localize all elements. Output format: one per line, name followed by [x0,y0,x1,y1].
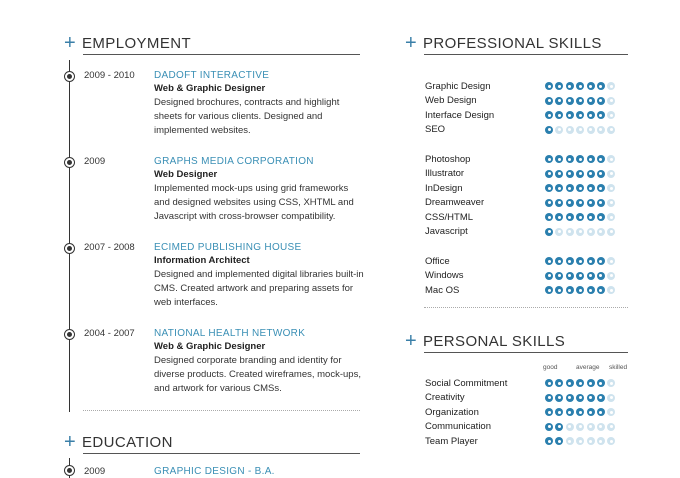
rating-dot-filled [597,170,605,178]
employment-company: GRAPHS MEDIA CORPORATION [154,156,314,167]
rating-dot-filled [587,184,595,192]
rating-dot-filled [555,394,563,402]
rating-dot-filled [566,408,574,416]
rating-dot-empty [607,97,615,105]
rating-dot-empty [566,423,574,431]
rating-dot-filled [576,394,584,402]
skill-label: Illustrator [425,168,465,180]
scale-average: average [576,364,600,371]
professional-skills-header [405,33,602,53]
skill-label: Creativity [425,392,465,404]
rating-dot-filled [597,408,605,416]
rating-dot-empty [607,213,615,221]
rating-dot-filled [597,213,605,221]
personal-skills-list [425,376,615,449]
rating-dot-empty [566,228,574,236]
rating-dot-empty [576,437,584,445]
employment-description: Designed brochures, contracts and highlight sheets for various clients. Designed and implemented websites. [154,97,340,136]
rating-dot-filled [545,213,553,221]
rating-dot-filled [587,82,595,90]
skill-rating [545,286,615,294]
skill-rating [545,126,615,134]
employment-entry [154,156,364,224]
rating-dot-filled [555,111,563,119]
rating-dot-filled [555,82,563,90]
rating-dot-filled [587,170,595,178]
skill-group [425,152,615,239]
rating-dot-filled [545,170,553,178]
rating-dot-filled [576,213,584,221]
employment-entry [154,242,364,310]
education-header [64,432,173,452]
rating-dot-filled [576,408,584,416]
rating-dot-filled [587,379,595,387]
rating-dot-filled [566,272,574,280]
employment-entry [154,70,364,138]
rating-dot-empty [587,228,595,236]
employment-description: Designed corporate branding and identity for diverse products. Created wireframes, mock-ups, and artwork for various CMSs. [154,355,361,394]
rating-dot-filled [566,286,574,294]
rating-dot-filled [555,437,563,445]
employment-date: 2009 [84,156,106,167]
rating-dot-filled [587,408,595,416]
rating-dot-filled [587,394,595,402]
timeline-bullet [65,330,74,339]
personal-skills-header [405,331,565,351]
skill-group [425,79,615,137]
rating-dot-empty [587,437,595,445]
employment-company: NATIONAL HEALTH NETWORK [154,328,306,339]
rating-dot-filled [555,170,563,178]
rating-dot-filled [545,97,553,105]
skill-row [425,79,615,94]
rating-dot-filled [545,228,553,236]
rating-dot-filled [545,126,553,134]
education-title: EDUCATION [82,433,173,451]
rating-dot-filled [576,155,584,163]
rating-dot-filled [545,184,553,192]
rating-dot-filled [576,379,584,387]
rating-dot-empty [587,423,595,431]
skill-label: Organization [425,406,479,418]
employment-company: ECIMED PUBLISHING HOUSE [154,242,302,253]
employment-role: Information Architect [154,255,250,266]
rating-dot-filled [566,170,574,178]
rating-dot-filled [566,97,574,105]
rating-dot-filled [566,394,574,402]
rating-dot-empty [607,437,615,445]
rating-dot-filled [555,423,563,431]
skill-row [425,225,615,240]
rating-dot-filled [597,394,605,402]
skill-row [425,152,615,167]
rating-dot-filled [555,379,563,387]
skill-rating [545,379,615,387]
skill-group [425,254,615,298]
skill-rating [545,170,615,178]
skill-label: Team Player [425,435,478,447]
skill-row [425,269,615,284]
rating-dot-filled [566,184,574,192]
rating-dot-filled [555,199,563,207]
rating-dot-filled [545,257,553,265]
skill-label: SEO [425,124,446,136]
skill-rating [545,272,615,280]
professional-skills-rule [424,54,628,55]
rating-dot-filled [566,213,574,221]
rating-dot-filled [555,408,563,416]
rating-dot-empty [597,423,605,431]
skill-row [425,94,615,109]
timeline-bullet [65,244,74,253]
rating-dot-filled [555,257,563,265]
rating-dot-filled [555,97,563,105]
skill-label: Mac OS [425,284,460,296]
rating-dot-filled [555,184,563,192]
personal-skills-title: PERSONAL SKILLS [423,332,566,350]
skill-rating [545,155,615,163]
rating-dot-empty [607,228,615,236]
rating-dot-empty [576,126,584,134]
employment-role: Web & Graphic Designer [154,83,266,94]
rating-dot-filled [576,184,584,192]
rating-dot-empty [607,408,615,416]
skill-rating [545,423,615,431]
rating-dot-empty [607,126,615,134]
rating-dot-filled [597,184,605,192]
rating-dot-empty [607,423,615,431]
scale-good: good [543,364,558,371]
plus-icon: + [64,32,76,54]
rating-dot-filled [587,272,595,280]
rating-dot-filled [587,257,595,265]
employment-description: Implemented mock-ups using grid frameworks and designed websites using CSS, XHTML and Javascript with cross-browser compatibility. [154,183,354,222]
timeline-line [69,60,70,412]
timeline-bullet [65,72,74,81]
rating-dot-filled [576,111,584,119]
rating-dot-filled [597,272,605,280]
rating-dot-filled [566,199,574,207]
skill-label: InDesign [425,182,463,194]
employment-entry [154,328,364,396]
rating-dot-filled [576,82,584,90]
skill-rating [545,213,615,221]
skill-rating [545,408,615,416]
timeline-bullet [65,158,74,167]
rating-dot-filled [566,257,574,265]
skill-rating [545,257,615,265]
plus-icon: + [405,32,417,54]
rating-dot-filled [587,286,595,294]
rating-dot-filled [545,82,553,90]
rating-dot-empty [576,423,584,431]
skill-rating [545,82,615,90]
skill-row [425,210,615,225]
employment-header [64,33,191,53]
rating-dot-filled [576,286,584,294]
rating-dot-filled [566,155,574,163]
rating-dot-filled [576,170,584,178]
rating-dot-filled [597,199,605,207]
rating-dot-empty [607,170,615,178]
rating-dot-empty [566,126,574,134]
rating-dot-filled [576,97,584,105]
skill-label: CSS/HTML [425,211,474,223]
rating-dot-filled [587,111,595,119]
rating-dot-empty [607,82,615,90]
rating-dot-filled [576,199,584,207]
rating-dot-empty [576,228,584,236]
skill-row [425,283,615,298]
skill-label: Communication [425,421,491,433]
rating-dot-filled [576,257,584,265]
rating-dot-filled [597,82,605,90]
skill-row [425,181,615,196]
skill-row [425,167,615,182]
rating-dot-empty [607,286,615,294]
rating-dot-filled [555,286,563,294]
rating-dot-empty [607,394,615,402]
rating-dot-filled [597,111,605,119]
scale-skilled: skilled [609,364,628,371]
skill-row [425,434,615,449]
education-rule [83,453,360,454]
rating-dot-filled [597,155,605,163]
skill-label: Office [425,255,450,267]
skill-label: Interface Design [425,109,495,121]
skill-row [425,196,615,211]
rating-dot-filled [566,82,574,90]
employment-company: DADOFT INTERACTIVE [154,70,270,81]
skill-row [425,376,615,391]
rating-dot-filled [545,423,553,431]
rating-dot-filled [555,213,563,221]
skill-label: Javascript [425,226,468,238]
skill-rating [545,394,615,402]
skill-label: Graphic Design [425,80,491,92]
rating-dot-empty [607,199,615,207]
rating-dot-empty [607,111,615,119]
rating-dot-filled [587,155,595,163]
rating-dot-filled [566,379,574,387]
plus-icon: + [405,330,417,352]
rating-dot-filled [597,257,605,265]
skill-row [425,420,615,435]
employment-rule [83,54,360,55]
rating-dot-filled [555,155,563,163]
professional-skills-list [425,79,615,298]
employment-date: 2007 - 2008 [84,242,135,253]
employment-date: 2009 - 2010 [84,70,135,81]
skill-rating [545,97,615,105]
rating-dot-filled [597,286,605,294]
skill-row [425,391,615,406]
rating-dot-empty [597,228,605,236]
skill-rating [545,111,615,119]
employment-role: Web Designer [154,169,218,180]
rating-dot-empty [555,228,563,236]
skill-label: Social Commitment [425,377,508,389]
personal-skills-rule [424,352,628,353]
rating-dot-filled [545,286,553,294]
employment-role: Web & Graphic Designer [154,341,266,352]
skill-label: Dreamweaver [425,197,485,209]
rating-dot-empty [607,184,615,192]
rating-dot-filled [545,272,553,280]
skill-label: Web Design [425,95,477,107]
rating-dot-filled [555,272,563,280]
skill-label: Windows [425,270,464,282]
rating-dot-filled [545,155,553,163]
skill-label: Photoshop [425,153,471,165]
education-date: 2009 [84,466,106,477]
skill-row [425,108,615,123]
rating-dot-filled [587,213,595,221]
rating-dot-empty [607,257,615,265]
rating-dot-filled [545,437,553,445]
professional-skills-title: PROFESSIONAL SKILLS [423,34,602,52]
rating-dot-filled [597,379,605,387]
skills-divider [424,307,628,308]
skill-rating [545,199,615,207]
skill-row [425,123,615,138]
employment-description: Designed and implemented digital libraries built-in CMS. Created artwork and preparing assets for web interfaces. [154,269,364,308]
skill-row [425,254,615,269]
education-degree: GRAPHIC DESIGN - B.A. [154,466,275,477]
rating-dot-empty [607,379,615,387]
plus-icon: + [64,431,76,453]
rating-dot-filled [545,199,553,207]
rating-dot-filled [545,111,553,119]
rating-dot-filled [545,408,553,416]
skill-rating [545,184,615,192]
rating-dot-filled [587,97,595,105]
rating-dot-empty [607,155,615,163]
rating-dot-empty [555,126,563,134]
rating-dot-filled [597,97,605,105]
skill-row [425,405,615,420]
rating-dot-empty [597,126,605,134]
rating-dot-empty [607,272,615,280]
employment-divider [83,410,360,411]
rating-dot-filled [587,199,595,207]
rating-dot-filled [545,379,553,387]
employment-title: EMPLOYMENT [82,34,192,52]
rating-dot-empty [587,126,595,134]
rating-dot-filled [545,394,553,402]
rating-dot-filled [566,111,574,119]
rating-dot-empty [566,437,574,445]
skill-rating [545,228,615,236]
skill-rating [545,437,615,445]
rating-dot-empty [597,437,605,445]
rating-dot-filled [576,272,584,280]
employment-date: 2004 - 2007 [84,328,135,339]
